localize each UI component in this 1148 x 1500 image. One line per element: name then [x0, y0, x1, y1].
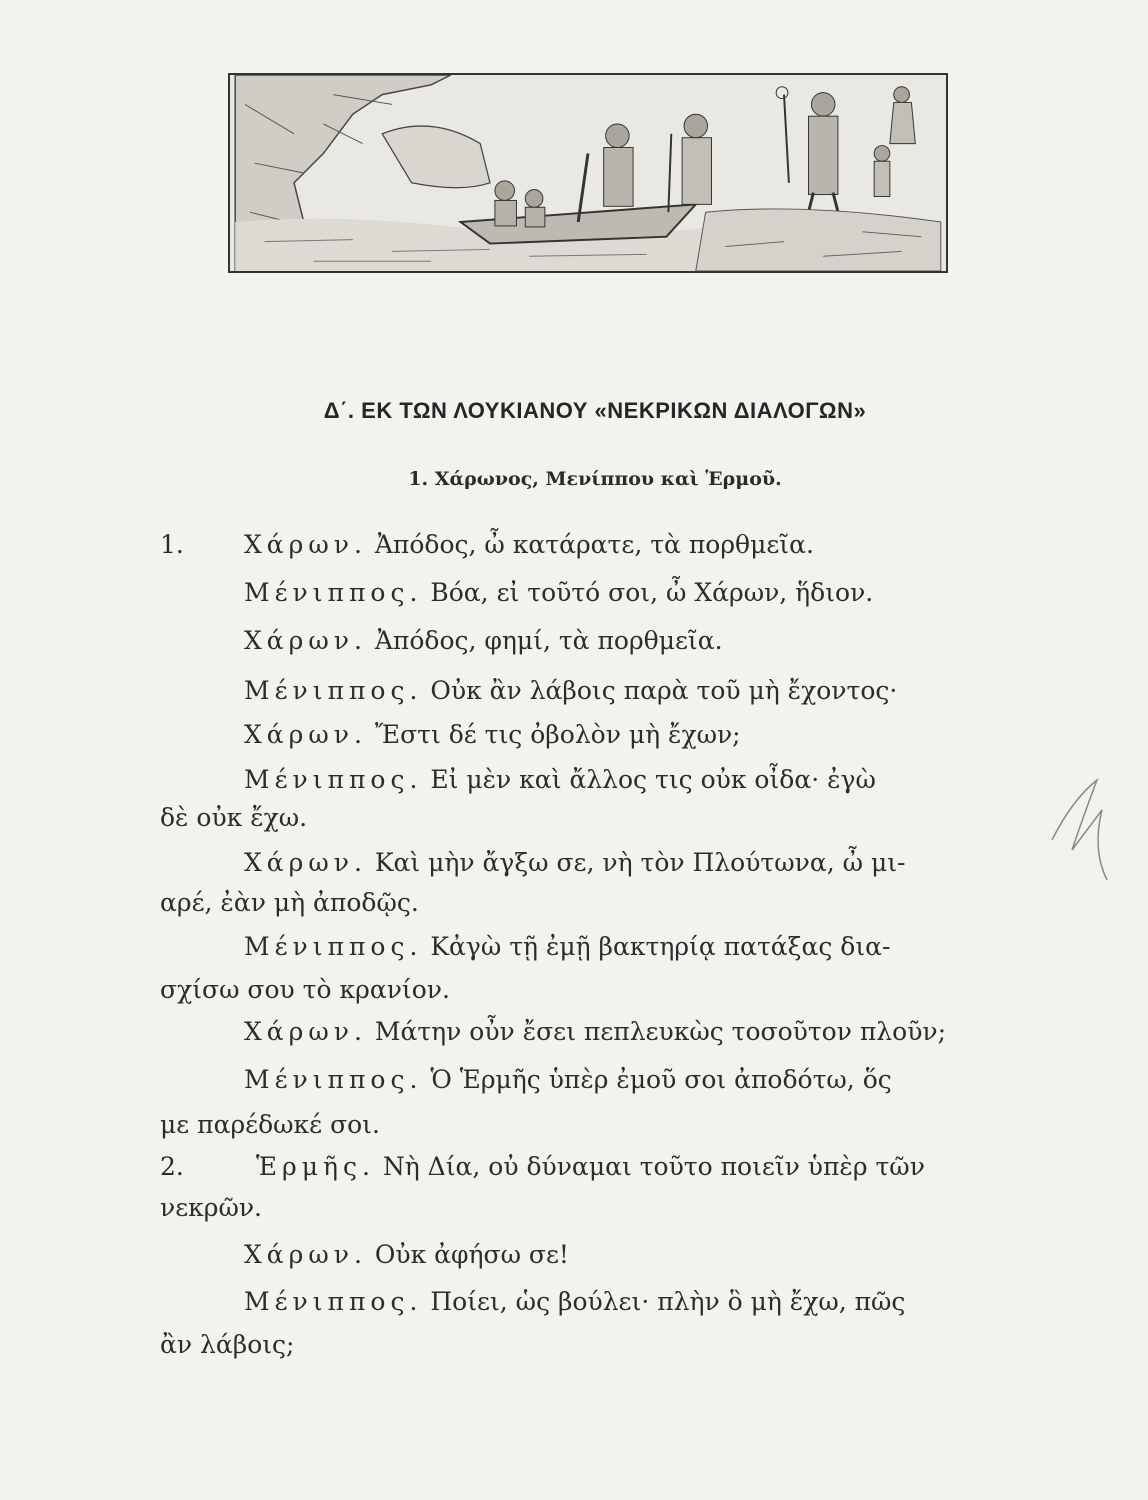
- dialogue-line: [244, 848, 905, 878]
- line-text: Καὶ μὴν ἄγξω σε, νὴ τὸν Πλούτωνα, ὦ μι-: [374, 848, 906, 877]
- dialogue-line: [256, 1152, 925, 1182]
- line-text: Εἰ μὲν καὶ ἄλλος τις οὐκ οἶδα· ἐγὼ: [430, 765, 876, 794]
- dialogue-line: [244, 720, 741, 750]
- dialogue-line-continuation: αρέ, ἐὰν μὴ ἀποδῷς.: [160, 888, 419, 917]
- speaker: Χάρων.: [244, 1240, 367, 1269]
- speaker: Μένιππος.: [244, 1065, 423, 1094]
- dialogue-line: [244, 1240, 569, 1270]
- dialogue-line: [244, 676, 897, 706]
- speaker: Χάρων.: [244, 1017, 367, 1046]
- line-text: Ποίει, ὡς βούλει· πλὴν ὃ μὴ ἔχω, πῶς: [430, 1287, 906, 1316]
- speaker: Μένιππος.: [244, 932, 423, 961]
- ferry-scene-drawing: [230, 75, 946, 271]
- dialogue-line-continuation: δὲ οὐκ ἔχω.: [160, 803, 308, 832]
- speaker: Χάρων.: [244, 530, 367, 559]
- margin-scribble-icon: [1042, 770, 1112, 890]
- dialogue-line-continuation: σχίσω σου τὸ κρανίον.: [160, 975, 450, 1004]
- line-text: Ἀπόδος, ὦ κατάρατε, τὰ πορθμεῖα.: [374, 530, 814, 559]
- speaker: Χάρων.: [244, 720, 367, 749]
- speaker: Μένιππος.: [244, 578, 423, 607]
- dialogue-line: [244, 1065, 892, 1095]
- line-text: Μάτην οὖν ἔσει πεπλευκὼς τοσοῦτον πλοῦν;: [374, 1017, 947, 1046]
- line-text: Κἀγὼ τῇ ἐμῇ βακτηρίᾳ πατάξας δια-: [430, 932, 891, 961]
- speaker: Μένιππος.: [244, 676, 423, 705]
- dialogue-line-continuation: νεκρῶν.: [160, 1193, 263, 1222]
- paragraph-number: 1.: [160, 530, 184, 559]
- dialogue-line: [244, 1287, 905, 1317]
- speaker: Χάρων.: [244, 848, 367, 877]
- line-text: Ἔστι δέ τις ὀβολὸν μὴ ἔχων;: [374, 720, 741, 749]
- dialogue-line: [244, 626, 723, 656]
- illustration: [228, 73, 948, 273]
- dialogue-line: [244, 932, 890, 962]
- dialogue-title: 1. Χάρωνος, Μενίππου καὶ Ἑρμοῦ.: [408, 468, 782, 490]
- dialogue-line-continuation: ἂν λάβοις;: [160, 1330, 295, 1359]
- dialogue-line: [244, 765, 876, 795]
- dialogue-line: [244, 578, 873, 608]
- line-text: Ἀπόδος, φημί, τὰ πορθμεῖα.: [374, 626, 723, 655]
- dialogue-line-continuation: με παρέδωκέ σοι.: [160, 1110, 380, 1139]
- section-heading: Δ΄. ΕΚ ΤΩΝ ΛΟΥΚΙΑΝΟΥ «ΝΕΚΡΙΚΩΝ ΔΙΑΛΟΓΩΝ»: [323, 398, 867, 423]
- speaker: Χάρων.: [244, 626, 367, 655]
- speaker: Μένιππος.: [244, 1287, 423, 1316]
- speaker: Ἑρμῆς.: [256, 1152, 375, 1181]
- dialogue-line: [244, 530, 814, 560]
- line-text: Ὁ Ἑρμῆς ὑπὲρ ἐμοῦ σοι ἀποδότω, ὅς: [430, 1065, 892, 1094]
- speaker: Μένιππος.: [244, 765, 423, 794]
- line-text: Βόα, εἰ τοῦτό σοι, ὦ Χάρων, ἥδιον.: [430, 578, 874, 607]
- paragraph-number: 2.: [160, 1152, 184, 1181]
- line-text: Νὴ Δία, οὐ δύναμαι τοῦτο ποιεῖν ὑπὲρ τῶν: [382, 1152, 925, 1181]
- line-text: Οὐκ ἀφήσω σε!: [374, 1240, 569, 1269]
- dialogue-line: [244, 1017, 946, 1047]
- line-text: Οὐκ ἂν λάβοις παρὰ τοῦ μὴ ἔχοντος·: [430, 676, 898, 705]
